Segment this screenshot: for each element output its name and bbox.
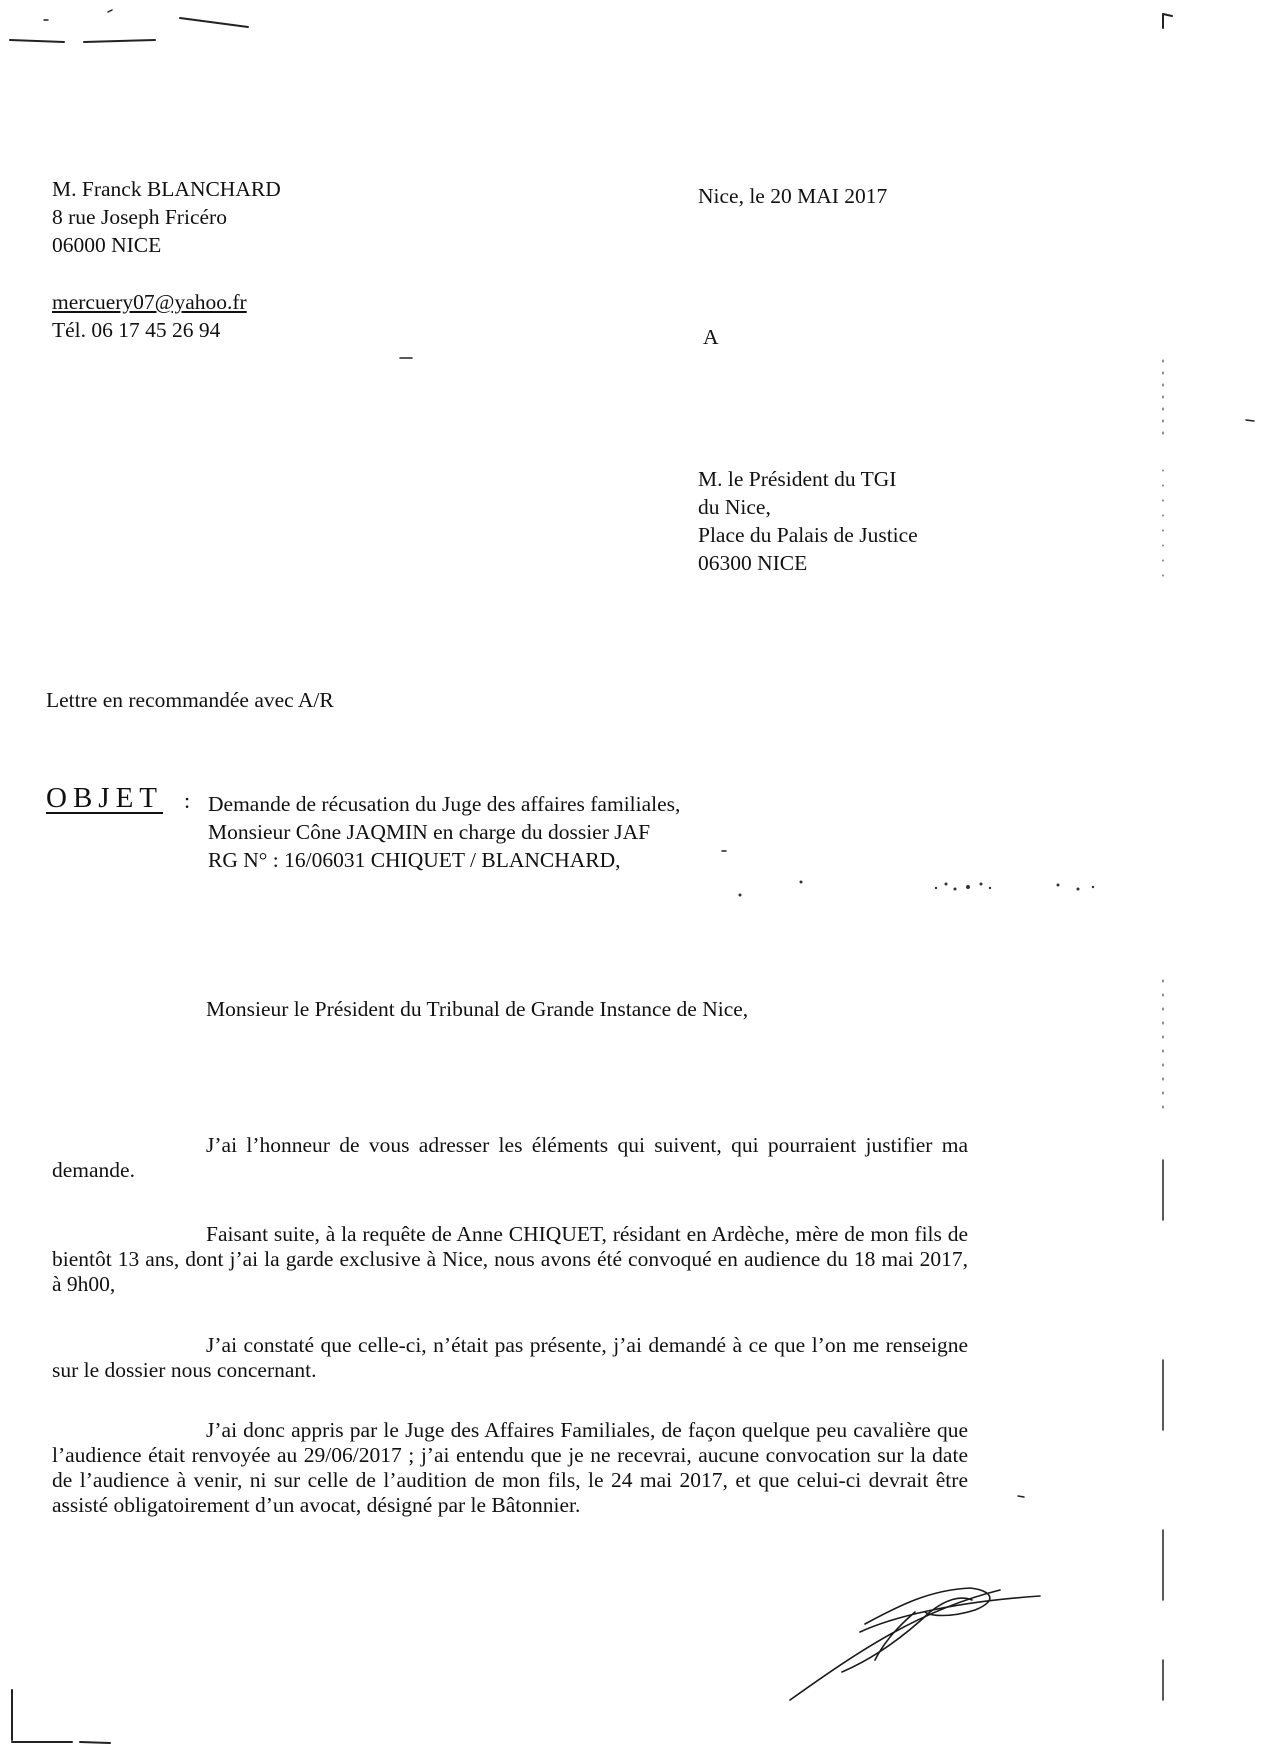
paragraph-text: J’ai donc appris par le Juge des Affaires Familiales, de façon quelque peu cavalière que l’audience était renvoyée au 29/06/2017 ; j’ai entendu que je ne recevrai, aucune convocation sur la date de l’audience à venir, ni sur celle de l’audition de mon fils, le 24 mai 2017, et que celui-ci devrait être assisté obligatoirement d’un avocat, désigné par le Bâtonnier. bbox=[52, 1418, 968, 1517]
body-paragraph-3 bbox=[52, 1333, 968, 1383]
objet-label: OBJET bbox=[46, 782, 163, 814]
body-paragraph-4 bbox=[52, 1418, 968, 1518]
objet-colon: : bbox=[184, 788, 191, 813]
objet-line-1: Demande de récusation du Juge des affaires familiales, bbox=[208, 792, 681, 816]
signature bbox=[790, 1588, 1040, 1700]
objet-line-3: RG N° : 16/06031 CHIQUET / BLANCHARD, bbox=[208, 848, 621, 872]
salutation: Monsieur le Président du Tribunal de Grande Instance de Nice, bbox=[206, 997, 749, 1021]
paragraph-text: J’ai l’honneur de vous adresser les éléments qui suivent, qui pourraient justifier ma demande. bbox=[52, 1133, 968, 1182]
sender-name: M. Franck BLANCHARD bbox=[52, 177, 281, 201]
recipient-line-3: Place du Palais de Justice bbox=[698, 523, 918, 547]
recipient-line-2: du Nice, bbox=[698, 495, 771, 519]
date-line: Nice, le 20 MAI 2017 bbox=[698, 184, 888, 208]
sender-phone: Tél. 06 17 45 26 94 bbox=[52, 318, 221, 342]
body-paragraph-2 bbox=[52, 1222, 968, 1297]
delivery-mode: Lettre en recommandée avec A/R bbox=[46, 688, 334, 712]
to-label: A bbox=[703, 325, 719, 349]
objet-line-2: Monsieur Cône JAQMIN en charge du dossier JAF bbox=[208, 820, 651, 844]
sender-email[interactable]: mercuery07@yahoo.fr bbox=[52, 290, 247, 314]
paragraph-text: Faisant suite, à la requête de Anne CHIQUET, résidant en Ardèche, mère de mon fils de bientôt 13 ans, dont j’ai la garde exclusive à Nice, nous avons été convoqué en audience du 18 mai 2017, à 9h00, bbox=[52, 1222, 968, 1296]
paragraph-text: J’ai constaté que celle-ci, n’était pas présente, j’ai demandé à ce que l’on me renseigne sur le dossier nous concernant. bbox=[52, 1333, 968, 1382]
recipient-line-4: 06300 NICE bbox=[698, 551, 808, 575]
body-paragraph-1 bbox=[52, 1133, 968, 1183]
sender-street: 8 rue Joseph Fricéro bbox=[52, 205, 227, 229]
recipient-line-1: M. le Président du TGI bbox=[698, 467, 897, 491]
sender-city: 06000 NICE bbox=[52, 233, 162, 257]
